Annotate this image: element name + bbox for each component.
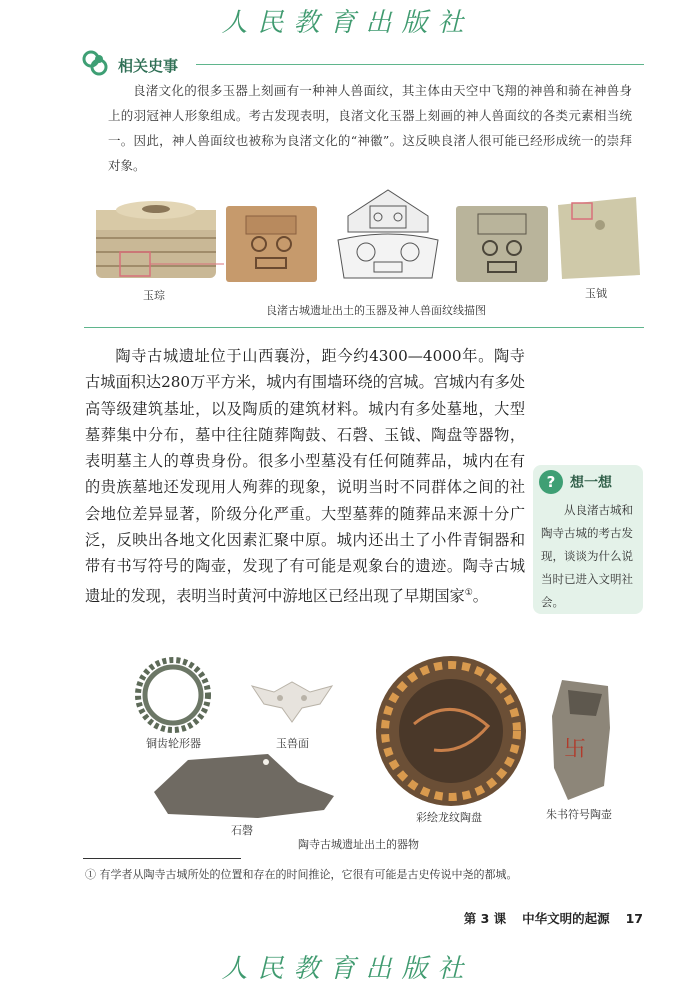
think-question: 从良渚古城和陶寺古城的考古发现，谈谈为什么说当时已进入文明社会。 [541,503,633,609]
liangzhu-figure-caption: 良渚古城遗址出土的玉器及神人兽面纹线描图 [266,304,486,317]
dragon-plate-label: 彩绘龙纹陶盘 [416,811,482,824]
section-divider [196,64,644,65]
footnote-marker[interactable]: ① [464,587,473,598]
related-history-paragraph: 良渚文化的很多玉器上刻画有一种神人兽面纹，其主体由天空中飞翔的神兽和骑在神兽身上的羽冠神人形象组成。考古发现表明，良渚文化玉器上刻画的神人兽面纹的各类元素相当统一。因此，神人兽面纹也被称为良渚文化的“神徽”。这反映良渚人很可能已经形成统一的崇拜对象。 [108,83,632,173]
cong-detail-image [226,206,317,282]
lesson-number: 第 3 课 [463,911,507,926]
related-history-icon [82,50,108,76]
inscribed-pot-label: 朱书符号陶壶 [546,808,612,821]
yue-detail-image [456,206,548,282]
taosi-paragraph-text: 陶寺古城遗址位于山西襄汾，距今约4300—4000年。陶寺古城面积达280万平方米，城内有围墙环绕的宫城。宫城内有多处高等级建筑基址，以及陶质的建筑材料。城内有多处墓地，大型墓葬集中分布，墓中往往随葬陶鼓、石磬、玉钺、陶盘等器物，表明墓主人的尊贵身份。很多小型墓没有任何随葬品，城内在有的贵族墓地还发现用人殉葬的现象，说明当时不同群体之间的社会地位差异显著，阶级分化严重。大型墓葬的随葬品来源十分广泛，反映出各地文化因素汇聚中原。城内还出土了小件青铜器和带有书写符号的陶壶，发现了有可能是观象台的遗迹。陶寺古城遗址的发现，表明当时黄河中游地区已经出现了早期国家 [85,347,525,605]
divine-mask-line-drawing [328,188,448,284]
jade-yue-image [552,195,642,281]
publisher-header: 人民教育出版社 [221,8,474,38]
svg-text:卐: 卐 [564,737,587,762]
page-number: 17 [625,911,643,926]
lesson-title: 中华文明的起源 [522,911,610,926]
jade-mask-image [250,680,334,724]
paragraph-end-mark: 。 [472,586,488,605]
jade-mask-label: 玉兽面 [276,737,309,750]
footnote-text: ① 有学者从陶寺古城所处的位置和存在的时间推论，它很有可能是古史传说中尧的都城。 [85,868,518,881]
think-title: 想一想 [570,475,612,491]
section-end-divider [84,327,644,328]
gear-label: 铜齿轮形器 [146,737,201,750]
jade-cong-image [88,196,224,282]
inscribed-pot-image [548,676,620,806]
related-history-title: 相关史事 [118,57,179,75]
stone-chime-label: 石磬 [231,824,253,837]
footnote-divider [83,858,241,859]
yue-label: 玉钺 [585,287,607,300]
page-footer [464,909,643,927]
stone-chime-image [148,752,338,820]
publisher-footer: 人民教育出版社 [221,954,474,984]
question-icon: ? [539,470,563,494]
painted-dragon-plate-image [374,654,528,808]
taosi-paragraph [85,343,525,609]
bronze-gear-image [134,656,212,734]
taosi-figure-caption: 陶寺古城遗址出土的器物 [298,838,419,851]
cong-label: 玉琮 [143,289,165,302]
